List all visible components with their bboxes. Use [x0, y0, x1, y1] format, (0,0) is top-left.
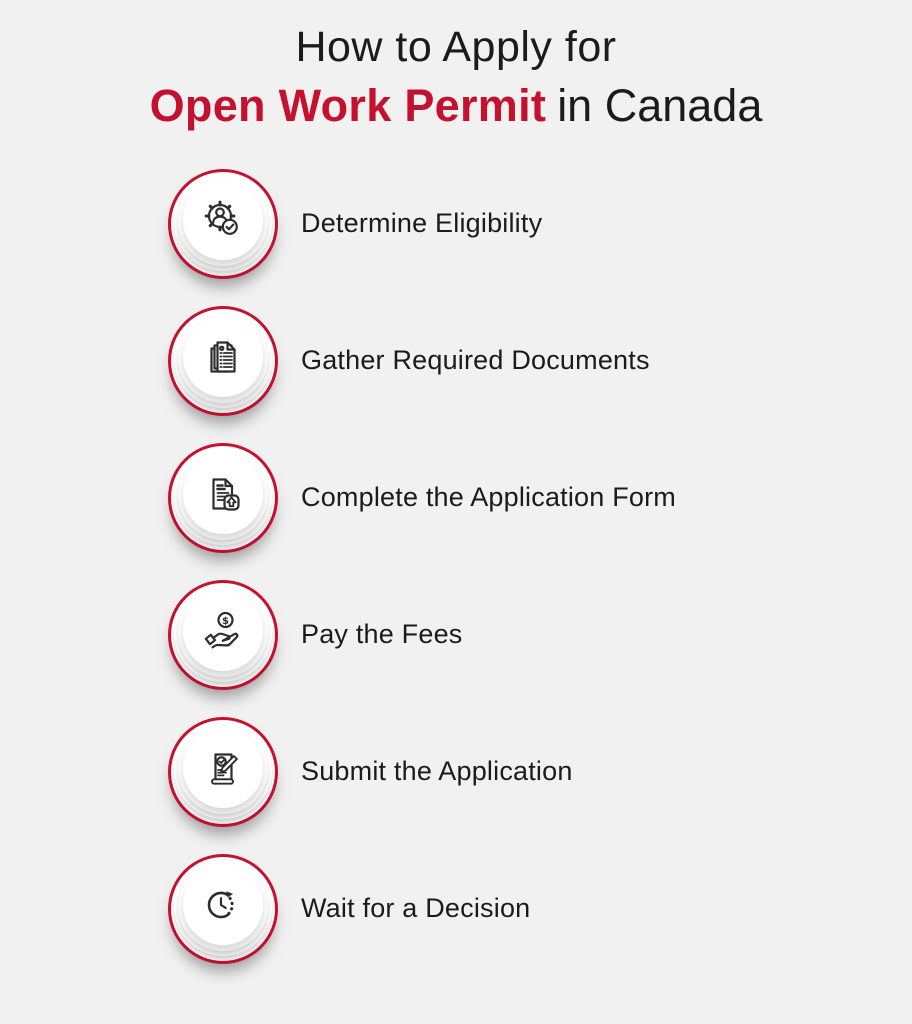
eligibility-gear-person-check-icon: [199, 196, 247, 244]
title-rest-text: in Canada: [557, 79, 763, 131]
badge-icon-host: [183, 180, 263, 260]
submit-form-pencil-icon: [199, 744, 247, 792]
step-badge: [168, 854, 278, 964]
step-row: [168, 854, 912, 964]
step-badge: [168, 717, 278, 827]
step-badge: [168, 306, 278, 416]
step-badge: [168, 443, 278, 553]
svg-text:$: $: [222, 615, 229, 627]
title-accent-text: Open Work Permit: [149, 79, 547, 131]
application-form-upload-icon: [199, 470, 247, 518]
steps-list: [0, 169, 912, 964]
step-badge: [168, 169, 278, 279]
badge-icon-host: [183, 865, 263, 945]
hand-dollar-coin-icon: [199, 607, 247, 655]
badge-icon-host: [183, 317, 263, 397]
step-row: [168, 306, 912, 416]
step-row: [168, 580, 912, 690]
step-label: Determine Eligibility: [301, 208, 543, 239]
documents-stack-icon: [199, 333, 247, 381]
step-row: [168, 717, 912, 827]
step-label: Wait for a Decision: [301, 893, 531, 924]
title-line-2: [0, 79, 912, 132]
step-row: [168, 169, 912, 279]
step-label: Submit the Application: [301, 756, 573, 787]
badge-icon-host: [183, 591, 263, 671]
badge-icon-host: [183, 454, 263, 534]
step-row: [168, 443, 912, 553]
page-title: [0, 0, 912, 132]
step-badge: [168, 580, 278, 690]
step-label: Complete the Application Form: [301, 482, 676, 513]
title-line-1: How to Apply for: [295, 23, 617, 71]
step-label: Pay the Fees: [301, 619, 463, 650]
clock-waiting-icon: [199, 881, 247, 929]
step-label: Gather Required Documents: [301, 345, 650, 376]
badge-icon-host: [183, 728, 263, 808]
